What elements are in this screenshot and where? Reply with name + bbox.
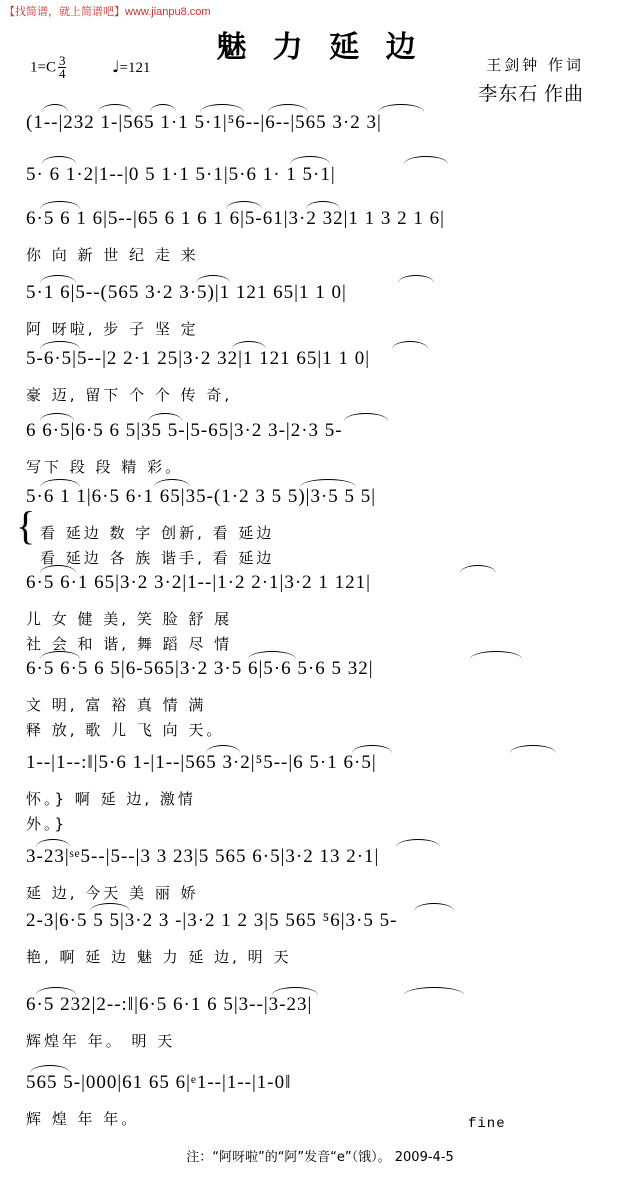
slur-mark: [36, 987, 76, 995]
music-line: 6·5 6 1 6|5--|65 6 1 6 1 6|5-61|3·2 32|1 1 3 2 1 6|: [26, 208, 445, 229]
slur-mark: [510, 745, 556, 753]
lyric-line: 艳, 啊 延 边 魅 力 延 边, 明 天: [26, 948, 292, 966]
slur-mark: [232, 341, 266, 349]
music-line: 6 6·5|6·5 6 5|35 5-|5-65|3·2 3-|2·3 5-: [26, 420, 343, 441]
quarter-note-icon: ♩: [112, 57, 120, 76]
lyric-line-verse-2: 社 会 和 谐, 舞 蹈 尽 情: [26, 635, 233, 653]
slur-mark: [306, 201, 340, 209]
lyric-line-verse-1: 文 明, 富 裕 真 情 满: [26, 696, 207, 714]
lyric-line-verse-2: 释 放, 歌 儿 飞 向 天。: [26, 721, 225, 739]
slur-mark: [344, 413, 388, 421]
music-line: (1--|232 1-|565 1·1 5·1|⁵6--|6--|565 3·2 3|: [26, 112, 382, 133]
slur-mark: [268, 104, 308, 112]
key-name: C: [45, 59, 56, 76]
slur-mark: [42, 104, 68, 112]
slur-mark: [226, 201, 262, 209]
lyric-line: 辉 煌 年 年。: [26, 1110, 140, 1128]
lyric-line-verse-2: 外。}: [26, 815, 68, 833]
time-signature-numerator: 3: [58, 53, 66, 68]
music-line: 5·6 1 1|6·5 6·1 65|35-(1·2 3 5 5)|3·5 5 5|: [26, 486, 377, 507]
slur-mark: [98, 104, 132, 112]
composer-credit: 李东石 作曲: [478, 84, 584, 105]
music-line: 5-6·5|5--|2 2·1 25|3·2 32|1 121 65|1 1 0|: [26, 348, 371, 369]
footnote: 注：“阿呀啦”的“阿”发音“e”（饿）。 2009-4-5: [186, 1150, 454, 1165]
key-label: 1=: [30, 59, 46, 76]
fine-marking: fine: [468, 1116, 506, 1132]
system-7: [0, 486, 640, 568]
slur-mark: [396, 839, 440, 847]
slur-mark: [200, 104, 244, 112]
tempo-marking: [112, 57, 151, 77]
slur-mark: [148, 413, 182, 421]
slur-mark: [352, 745, 392, 753]
system-1: [0, 112, 640, 134]
time-signature-denominator: 4: [58, 66, 66, 82]
slur-mark: [196, 275, 230, 283]
slur-mark: [30, 1065, 70, 1073]
slur-mark: [40, 201, 80, 209]
slur-mark: [392, 341, 428, 349]
system-5: [0, 348, 640, 405]
lyric-line: 豪 迈, 留下 个 个 传 奇,: [26, 386, 233, 404]
music-line: 2-3|6·5 5 5|3·2 3 -|3·2 1 2 3|5 565 ⁵6|3·5 5-: [26, 910, 398, 931]
lyric-line: 延 边, 今天 美 丽 娇: [26, 884, 199, 902]
system-3: [0, 208, 640, 265]
system-12: [0, 910, 640, 967]
watermark-text: 【找简谱，就上简谱吧】www.jianpu8.com: [4, 6, 211, 18]
slur-mark: [42, 156, 76, 164]
system-9: [0, 658, 640, 740]
key-signature: [30, 55, 68, 81]
slur-mark: [36, 839, 70, 847]
slur-mark: [378, 104, 424, 112]
lyricist-credit: 王剑钟 作词: [486, 56, 584, 74]
lyric-line-verse-1: 怀。} 啊 延 边, 激情: [26, 790, 196, 808]
lyric-line-verse-1: 儿 女 健 美, 笑 脸 舒 展: [26, 610, 233, 628]
system-8: [0, 572, 640, 654]
slur-mark: [40, 413, 74, 421]
lyric-line-verse-2: 看 延边 各 族 谐手, 看 延边: [40, 549, 275, 567]
lyric-line-verse-1: 看 延边 数 字 创新, 看 延边: [40, 524, 275, 542]
system-6: [0, 420, 640, 477]
slur-mark: [272, 987, 318, 995]
slur-mark: [398, 275, 434, 283]
slur-mark: [40, 479, 80, 487]
page-title: 魅 力 延 边: [216, 30, 424, 65]
slur-mark: [300, 479, 356, 487]
time-signature: [58, 55, 67, 81]
system-10: [0, 752, 640, 834]
slur-mark: [150, 104, 176, 112]
slur-mark: [404, 987, 464, 995]
music-line: 6·5 6·5 6 5|6-565|3·2 3·5 6|5·6 5·6 5 32|: [26, 658, 374, 679]
lyric-line: 阿 呀啦, 步 子 坚 定: [26, 320, 199, 338]
system-13: [0, 994, 640, 1051]
music-line: 1--|1--:‖|5·6 1-|1--|565 3·2|⁵5--|6 5·1 6·5|: [26, 752, 377, 773]
slur-mark: [414, 903, 454, 911]
slur-mark: [40, 341, 80, 349]
system-14: [0, 1072, 640, 1129]
music-line: 565 5-|000|61 65 6|ᵉ1--|1--|1-0‖: [26, 1072, 292, 1093]
system-4: [0, 282, 640, 339]
music-line: 5· 6 1·2|1--|0 5 1·1 5·1|5·6 1· 1 5·1|: [26, 164, 336, 185]
system-11: [0, 846, 640, 903]
music-line: 6·5 232|2--:‖|6·5 6·1 6 5|3--|3-23|: [26, 994, 313, 1015]
slur-mark: [90, 903, 130, 911]
verse-brace: {: [16, 503, 36, 548]
lyric-line: 你 向 新 世 纪 走 来: [26, 246, 199, 264]
music-line: 5·1 6|5--(565 3·2 3·5)|1 121 65|1 1 0|: [26, 282, 347, 303]
tempo-value: =121: [119, 60, 151, 76]
slur-mark: [290, 156, 330, 164]
system-2: [0, 164, 640, 186]
slur-mark: [40, 275, 76, 283]
music-line: 3-23|ˢᵉ5--|5--|3 3 23|5 565 6·5|3·2 13 2·1|: [26, 846, 380, 867]
lyric-line: 写下 段 段 精 彩。: [26, 458, 184, 476]
lyric-line: 辉煌年 年。 明 天: [26, 1032, 176, 1050]
slur-mark: [206, 745, 240, 753]
slur-mark: [154, 479, 190, 487]
slur-mark: [404, 156, 448, 164]
music-line: 6·5 6·1 65|3·2 3·2|1--|1·2 2·1|3·2 1 121|: [26, 572, 371, 593]
